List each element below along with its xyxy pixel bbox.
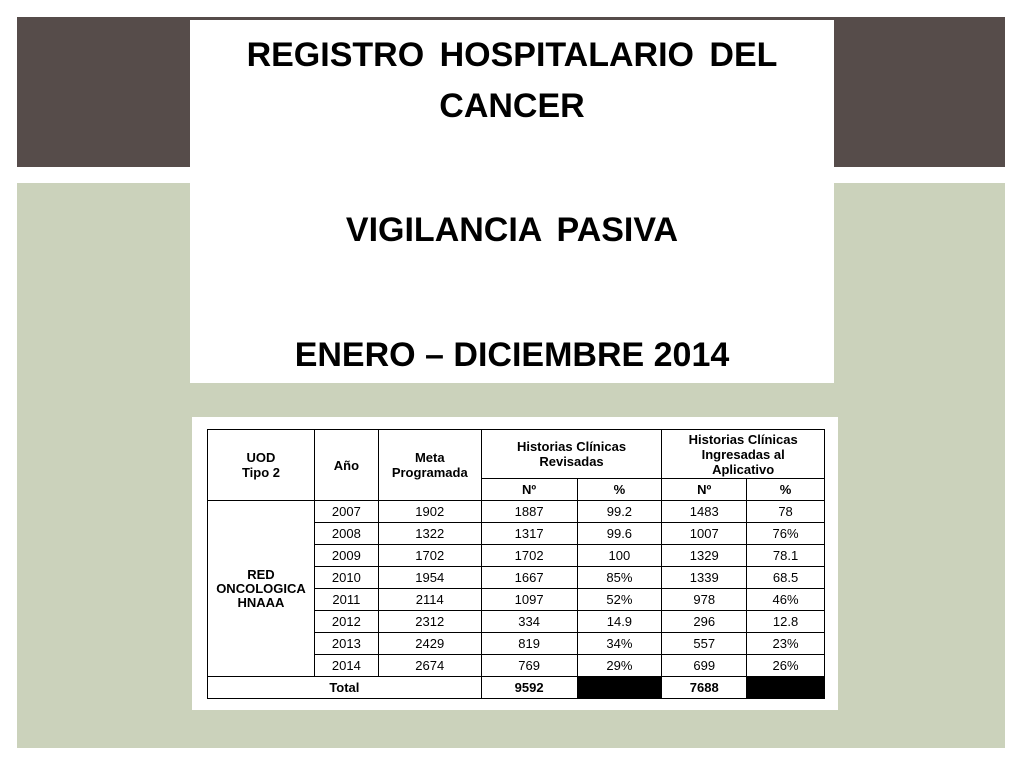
cell-meta: 2429 (378, 633, 481, 655)
total-label: Total (208, 677, 482, 699)
header-ing-pct: % (747, 479, 825, 501)
cell-rev-p: 85% (577, 567, 662, 589)
table-body (208, 501, 825, 677)
header-meta: Meta Programada (378, 430, 481, 501)
cell-ing-n: 296 (662, 611, 747, 633)
cell-meta: 1954 (378, 567, 481, 589)
cell-anio: 2007 (314, 501, 378, 523)
cell-meta: 1902 (378, 501, 481, 523)
total-rev-pct-blank (577, 677, 662, 699)
cell-rev-n: 819 (481, 633, 577, 655)
cell-meta: 1322 (378, 523, 481, 545)
cell-meta: 2114 (378, 589, 481, 611)
cell-ing-p: 68.5 (747, 567, 825, 589)
cell-meta: 2312 (378, 611, 481, 633)
cell-anio: 2013 (314, 633, 378, 655)
cell-ing-p: 46% (747, 589, 825, 611)
table-card (192, 417, 838, 710)
table-row (208, 501, 825, 523)
cell-ing-n: 978 (662, 589, 747, 611)
cell-rev-n: 1667 (481, 567, 577, 589)
header-anio: Año (314, 430, 378, 501)
cell-ing-n: 1329 (662, 545, 747, 567)
cell-ing-n: 1007 (662, 523, 747, 545)
cell-rev-n: 1702 (481, 545, 577, 567)
total-rev-num: 9592 (481, 677, 577, 699)
cell-anio: 2012 (314, 611, 378, 633)
title-line-2: CANCER (439, 87, 585, 125)
cell-rev-p: 99.6 (577, 523, 662, 545)
header-ingresadas: Historias Clínicas Ingresadas al Aplicativo (662, 430, 825, 479)
header-rev-pct: % (577, 479, 662, 501)
total-ing-num: 7688 (662, 677, 747, 699)
cell-meta: 1702 (378, 545, 481, 567)
data-table (207, 429, 825, 699)
cell-rev-n: 1097 (481, 589, 577, 611)
cell-rev-p: 99.2 (577, 501, 662, 523)
cell-rev-p: 100 (577, 545, 662, 567)
cell-anio: 2009 (314, 545, 378, 567)
cell-rev-p: 34% (577, 633, 662, 655)
title-card (190, 20, 834, 383)
title-line-3: VIGILANCIA PASIVA (345, 211, 679, 249)
cell-rev-n: 769 (481, 655, 577, 677)
header-revisadas: Historias Clínicas Revisadas (481, 430, 662, 479)
total-ing-pct-blank (747, 677, 825, 699)
header-ing-num: Nº (662, 479, 747, 501)
cell-ing-p: 78 (747, 501, 825, 523)
cell-anio: 2008 (314, 523, 378, 545)
cell-ing-n: 699 (662, 655, 747, 677)
cell-ing-p: 78.1 (747, 545, 825, 567)
cell-ing-n: 1483 (662, 501, 747, 523)
cell-meta: 2674 (378, 655, 481, 677)
title-line-1: REGISTRO HOSPITALARIO DEL (246, 36, 778, 74)
header-rev-num: Nº (481, 479, 577, 501)
total-row (208, 677, 825, 699)
cell-rev-n: 1317 (481, 523, 577, 545)
title-line-4: ENERO – DICIEMBRE 2014 (294, 336, 730, 374)
cell-anio: 2010 (314, 567, 378, 589)
cell-rev-n: 1887 (481, 501, 577, 523)
cell-ing-p: 26% (747, 655, 825, 677)
cell-rev-p: 29% (577, 655, 662, 677)
group-label: RED ONCOLOGICA HNAAA (208, 501, 315, 677)
cell-anio: 2011 (314, 589, 378, 611)
cell-ing-p: 23% (747, 633, 825, 655)
cell-rev-p: 14.9 (577, 611, 662, 633)
cell-anio: 2014 (314, 655, 378, 677)
cell-ing-n: 1339 (662, 567, 747, 589)
cell-ing-p: 76% (747, 523, 825, 545)
cell-rev-p: 52% (577, 589, 662, 611)
cell-ing-p: 12.8 (747, 611, 825, 633)
cell-rev-n: 334 (481, 611, 577, 633)
cell-ing-n: 557 (662, 633, 747, 655)
header-uod: UOD Tipo 2 (208, 430, 315, 501)
